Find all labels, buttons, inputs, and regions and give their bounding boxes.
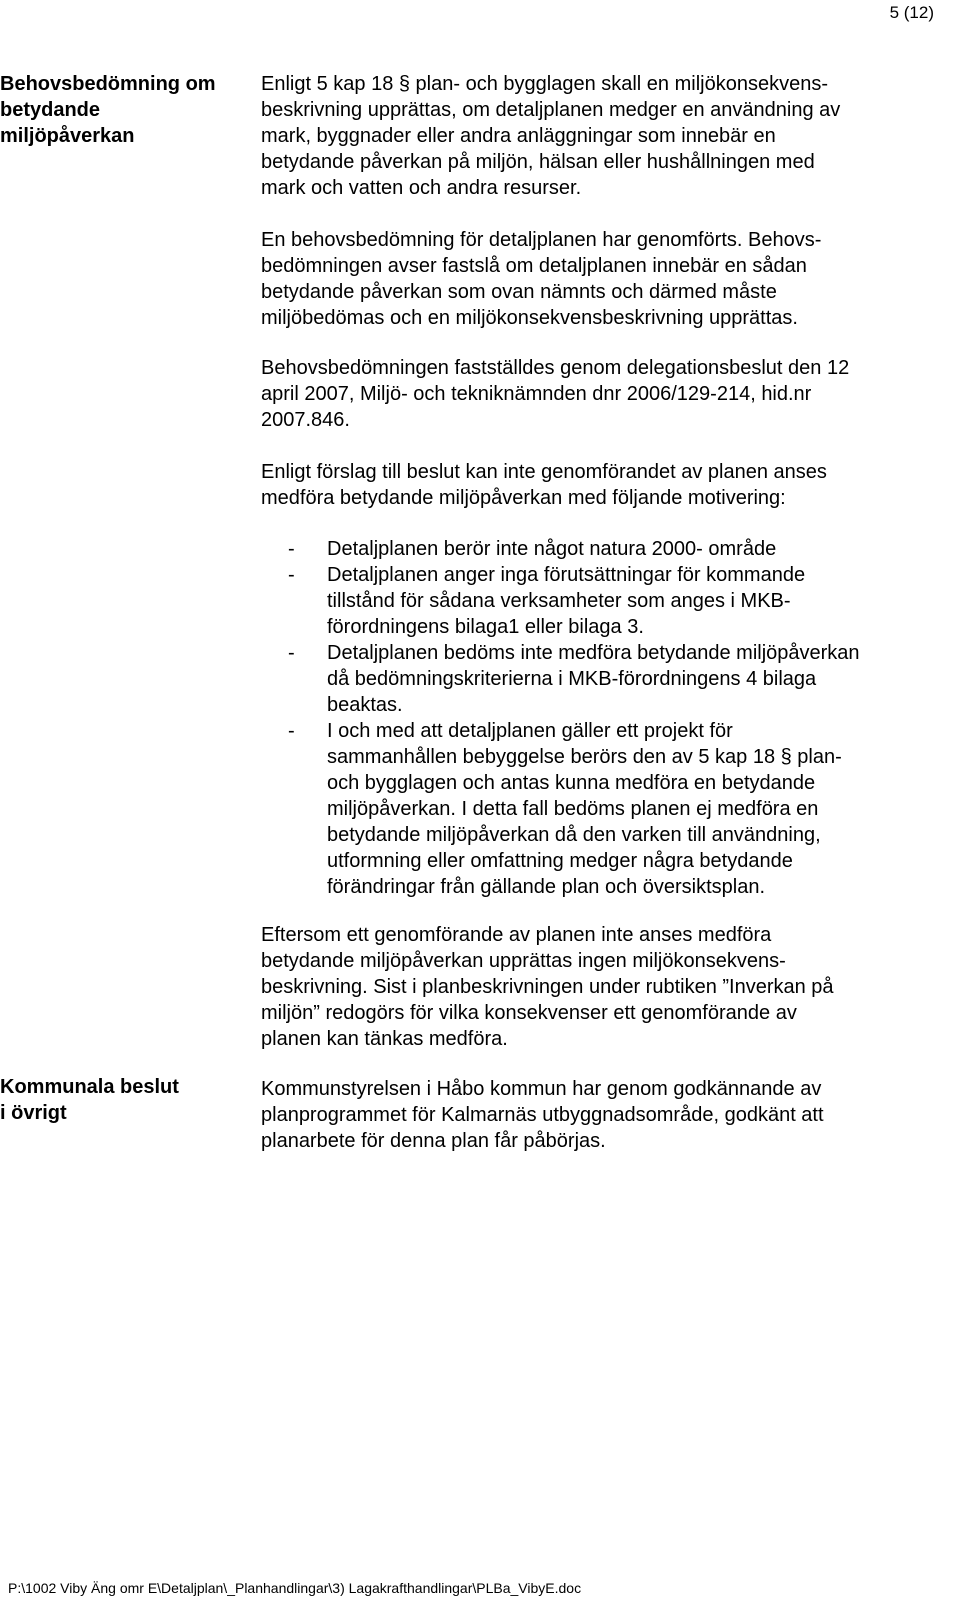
text-line: betydande miljöpåverkan upprättas ingen miljökonsekvens- (261, 950, 786, 972)
text-line: och bygglagen och antas kunna medföra en betydande (327, 772, 816, 794)
list-item (261, 640, 921, 718)
bullet-marker: - (288, 720, 295, 742)
text-line: Eftersom ett genomförande av planen inte anses medföra (261, 924, 772, 946)
text-line: tillstånd för sådana verksamheter som anges i MKB- (327, 590, 791, 612)
text-line: sammanhållen bebyggelse berörs den av 5 kap 18 § plan- (327, 746, 842, 768)
paragraph-mkb-requirement (261, 71, 921, 201)
text-line: Detaljplanen berör inte något natura 2000- område (327, 538, 777, 560)
paragraph-motivation-intro (261, 459, 921, 511)
paragraph-conclusion (261, 922, 921, 1052)
text-line: Enligt 5 kap 18 § plan- och bygglagen skall en miljökonsekvens- (261, 73, 829, 95)
text-line: utformning eller omfattning medger några betydande (327, 850, 793, 872)
heading-line: Kommunala beslut (0, 1076, 179, 1098)
text-line: förordningens bilaga1 eller bilaga 3. (327, 616, 644, 638)
text-line: miljöpåverkan. I detta fall bedöms planen ej medföra en (327, 798, 819, 820)
paragraph-behovsbedomning-done (261, 227, 921, 331)
text-line: då bedömningskriterierna i MKB-förordningens 4 bilaga (327, 668, 817, 690)
bullet-marker: - (288, 538, 295, 560)
text-line: april 2007, Miljö- och tekniknämnden dnr 2006/129-214, hid.nr (261, 383, 812, 405)
text-line: miljön” redogörs för vilka konsekvenser ett genomförande av (261, 1002, 797, 1024)
heading-line: betydande (0, 99, 101, 121)
text-line: Detaljplanen anger inga förutsättningar för kommande (327, 564, 806, 586)
text-line: Detaljplanen bedöms inte medföra betydande miljöpåverkan (327, 642, 860, 664)
text-line: bedömningen avser fastslå om detaljplanen innebär en sådan (261, 255, 807, 277)
section-heading-kommunala-beslut (0, 1074, 250, 1126)
text-line: 2007.846. (261, 409, 350, 431)
page-number: 5 (12) (889, 3, 934, 22)
bullet-marker: - (288, 642, 295, 664)
text-line: medföra betydande miljöpåverkan med följande motivering: (261, 487, 786, 509)
text-line: betydande påverkan som ovan nämnts och därmed måste (261, 281, 777, 303)
paragraph-kommunstyrelsen (261, 1076, 921, 1154)
text-line: betydande miljöpåverkan då den varken till användning, (327, 824, 821, 846)
section-heading-behovsbedomning (0, 71, 250, 149)
bullet-marker: - (288, 564, 295, 586)
text-line: beskrivning. Sist i planbeskrivningen under rubtiken ”Inverkan på (261, 976, 834, 998)
heading-line: miljöpåverkan (0, 125, 135, 147)
text-line: planprogrammet för Kalmarnäs utbyggnadsområde, godkänt att (261, 1104, 824, 1126)
text-line: förändringar från gällande plan och översiktsplan. (327, 876, 766, 898)
motivation-list (261, 536, 921, 900)
text-line: miljöbedömas och en miljökonsekvensbeskrivning upprättas. (261, 307, 798, 329)
text-line: beskrivning upprättas, om detaljplanen medger en användning av (261, 99, 841, 121)
list-item (261, 718, 921, 900)
text-line: mark, byggnader eller andra anläggningar som innebär en (261, 125, 776, 147)
text-line: planen kan tänkas medföra. (261, 1028, 508, 1050)
footer-file-path: P:\1002 Viby Äng omr E\Detaljplan\_Planhandlingar\3) Lagakrafthandlingar\PLBa_VibyE.doc (8, 1580, 582, 1596)
text-line: mark och vatten och andra resurser. (261, 177, 582, 199)
text-line: En behovsbedömning för detaljplanen har genomförts. Behovs- (261, 229, 822, 251)
text-line: beaktas. (327, 694, 403, 716)
heading-line: Behovsbedömning om (0, 73, 216, 95)
list-item (261, 536, 921, 562)
heading-line: i övrigt (0, 1102, 67, 1124)
text-line: I och med att detaljplanen gäller ett projekt för (327, 720, 733, 742)
text-line: Enligt förslag till beslut kan inte genomförandet av planen anses (261, 461, 827, 483)
text-line: planarbete för denna plan får påbörjas. (261, 1130, 606, 1152)
list-item (261, 562, 921, 640)
text-line: betydande påverkan på miljön, hälsan eller hushållningen med (261, 151, 815, 173)
text-line: Behovsbedömningen fastställdes genom delegationsbeslut den 12 (261, 357, 850, 379)
text-line: Kommunstyrelsen i Håbo kommun har genom godkännande av (261, 1078, 822, 1100)
paragraph-delegation-decision (261, 355, 921, 433)
